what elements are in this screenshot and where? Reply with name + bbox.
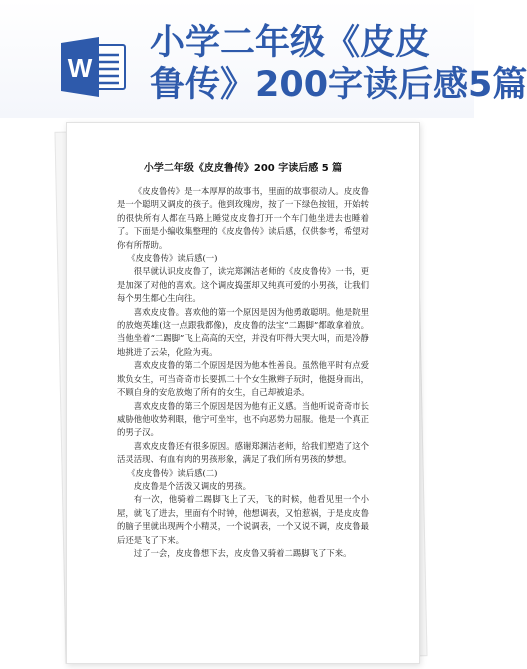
paragraph: 过了一会，皮皮鲁想下去，皮皮鲁又骑着二踢脚飞了下来。 — [133, 547, 352, 558]
document-page — [66, 122, 420, 664]
paragraph: 皮皮鲁是个活泼又调皮的男孩。 — [133, 480, 252, 491]
word-document-icon — [61, 37, 127, 97]
banner — [0, 0, 527, 118]
paragraph: 有一次，他骑着二踢脚飞上了天，飞的时候，他看见里一个小屋，就飞了进去，里面有个时钟，他想调表，又怕惹祸，于是皮皮鲁的脑子里就出现两个小精灵，一个说调表，一个又说不调，皮皮鲁最后还是飞了下来。 — [117, 494, 369, 545]
paragraph: 喜欢皮皮鲁的第三个原因是因为他有正义感。当他听说奇奇市长威胁他他收势利眼，他宁可坐牢，也不向恶势力屈服。他是一个真正的男子汉。 — [117, 400, 369, 438]
paragraph: 喜欢皮皮鲁还有很多原因。感谢郑渊洁老师，给我们塑造了这个活灵活现、有血有肉的男孩形象，满足了我们所有男孩的梦想。 — [117, 440, 369, 465]
paragraph: 喜欢皮皮鲁。喜欢他的第一个原因是因为他勇敢聪明。他是院里的放炮英雄(这一点跟我都像)，皮皮鲁的法宝“二踢脚”都敢拿着放。当他坐着“二踢脚”飞上高高的天空，并没有吓得大哭大叫，而是冷静地挑进了云朵，化险为夷。 — [117, 306, 369, 357]
section-heading: 《皮皮鲁传》读后感(二) — [127, 467, 218, 478]
paragraph: 很早就认识皮皮鲁了，读完郑渊洁老师的《皮皮鲁传》一书，更是加深了对他的喜欢。这个调皮捣蛋却又纯真可爱的小男孩，让我们每个男生都心生向往。 — [117, 266, 369, 304]
banner-title-line-2: 鲁传》200字读后感5篇 — [150, 65, 527, 105]
paragraph: 喜欢皮皮鲁的第二个原因是因为他本性善良。虽然他平时有点爱欺负女生，可当奇奇市长要抓二十个女生揪辫子玩时，他挺身而出，不顾自身的安危放炮了所有的女生，自己却被追杀。 — [117, 360, 369, 398]
paragraph: 《皮皮鲁传》是一本厚厚的故事书，里面的故事很动人。皮皮鲁是一个聪明又调皮的孩子。他到玫瑰房，按了一下绿色按钮，开始转的很快所有人都在马路上睡觉皮皮鲁打开一个车门他坐进去也睡着了。下面是小编收集整理的《皮皮鲁传》读后感，仅供参考，希望对你有所帮助。 — [117, 186, 369, 250]
banner-title — [150, 22, 527, 106]
document-body — [117, 185, 369, 560]
word-icon-letter: W — [67, 53, 93, 83]
document-title: 小学二年级《皮皮鲁传》200 字读后感 5 篇 — [143, 163, 343, 174]
section-heading: 《皮皮鲁传》读后感(一) — [127, 253, 218, 264]
banner-title-line-1: 小学二年级《皮皮 — [150, 23, 431, 63]
